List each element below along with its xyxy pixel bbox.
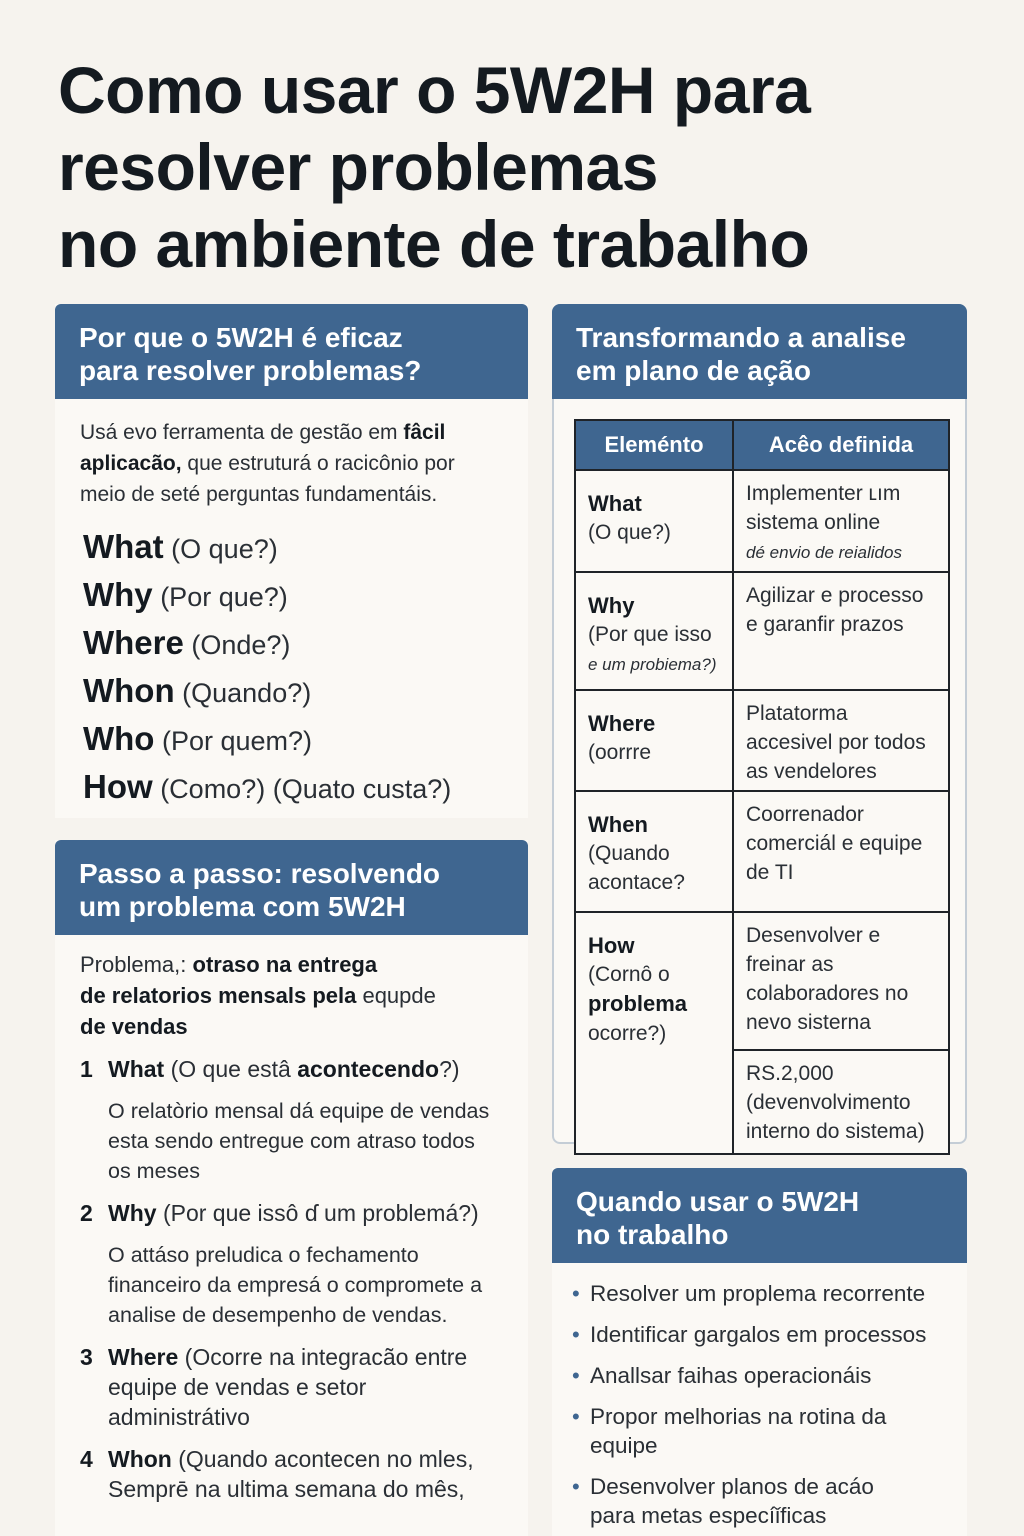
column-header-element: Eleménto	[575, 420, 733, 470]
element-sub-end: ocorre?)	[588, 1022, 667, 1045]
intro-text-end: que estruturá o racicônio por meio de seté perguntas fundamentáis.	[80, 452, 455, 506]
table-row	[575, 912, 949, 1050]
step-q-text: (Quando acontecen no mles, Semprē na ultima semana do mês,	[108, 1446, 474, 1502]
why-heading-line-1: Por que o 5W2H é eficaz	[79, 322, 403, 353]
step-number: 2	[80, 1200, 93, 1226]
step-q-text: (O que estâ	[164, 1056, 298, 1082]
step-term: Whon	[108, 1446, 172, 1472]
w-term: How	[83, 768, 153, 805]
step-term: Why	[108, 1200, 157, 1226]
step-q-bold: acontecendo	[297, 1056, 440, 1082]
action-small: dé envio de reialidos	[746, 543, 902, 562]
w-desc: (Como?) (Quato custa?)	[160, 774, 452, 804]
step-description: O relatòrio mensal dá equipe de vendas esta sendo entregue com atraso todos os meses	[108, 1099, 490, 1183]
element-term: Where	[588, 711, 656, 736]
element-sub: (oorrre	[588, 741, 652, 764]
action-text: Implementer ʟım sistema online	[746, 482, 901, 534]
when-card-heading	[552, 1168, 967, 1263]
w-desc: (Quando?)	[182, 678, 312, 708]
why-intro	[55, 399, 528, 510]
step-question	[108, 1342, 503, 1432]
element-term: Why	[588, 593, 635, 618]
w-term: Who	[83, 720, 155, 757]
problem-mid: equpde	[356, 983, 436, 1008]
w-item	[83, 668, 500, 716]
steps-heading-line-2: um problema com 5W2H	[79, 891, 406, 922]
plan-heading-line-2: em plano de ação	[576, 355, 811, 386]
table-row	[575, 572, 949, 690]
plan-heading-line-1: Transformando a analise	[576, 322, 906, 353]
action-cell: Agilizar e processo e garanfir prazos	[733, 572, 949, 690]
problem-bold-2: de relatorios mensals pela	[80, 983, 357, 1008]
action-cell: Platatorma accesivel por todos as vendelores	[733, 690, 949, 791]
step-item	[80, 1444, 503, 1504]
element-cell	[575, 690, 733, 791]
why-heading-line-2: para resolver problemas?	[79, 355, 422, 386]
step-question	[108, 1444, 503, 1504]
when-list	[552, 1279, 967, 1530]
element-cell	[575, 791, 733, 912]
w-item	[83, 524, 500, 572]
w-term: Why	[83, 576, 153, 613]
w-desc: (O que?)	[171, 534, 278, 564]
intro-bold-2: aplicacão,	[80, 452, 182, 475]
w-desc: (Por que?)	[160, 582, 288, 612]
element-sub: (O que?)	[588, 521, 671, 544]
problem-label: Problema,:	[80, 952, 193, 977]
element-sub-small: e um probiema?)	[588, 655, 717, 674]
when-heading-line-2: no trabalho	[576, 1219, 729, 1250]
title-line-3: no ambiente de trabalho	[58, 207, 810, 281]
w-item	[83, 716, 500, 764]
element-sub: (Cornȏ o	[588, 963, 670, 986]
element-cell	[575, 572, 733, 690]
title-line-2: resolver problemas	[58, 130, 658, 204]
intro-bold-1: fâcil	[403, 421, 446, 444]
step-term: Where	[108, 1344, 179, 1370]
element-cell	[575, 912, 733, 1154]
step-q-text: (Ocorre na integracão entre equipe de vendas e setor administrátivo	[108, 1344, 468, 1430]
when-card	[552, 1168, 967, 1536]
element-term: How	[588, 933, 635, 958]
step-q-text: (Por que issô ɗ um problemá?)	[156, 1200, 479, 1226]
intro-text: Usá evo ferramenta de gestão em	[80, 421, 404, 444]
step-description: O attáso preludica o fechamento financeiro da empresá o comprometе a analise de desempenho de vendas.	[108, 1243, 483, 1327]
table-row	[575, 470, 949, 572]
table-row	[575, 690, 949, 791]
step-item	[80, 1054, 503, 1186]
when-heading-line-1: Quando usar o 5W2H	[576, 1186, 860, 1217]
title-line-1: Como usar o 5W2H para	[58, 53, 811, 127]
w-item	[83, 620, 500, 668]
list-item: • Identificar gargalos em processos	[572, 1320, 947, 1349]
step-question	[108, 1198, 503, 1228]
w-term: Where	[83, 624, 184, 661]
why-card-heading	[55, 304, 528, 399]
table-row	[575, 791, 949, 912]
element-sub: (Por que isso	[588, 623, 712, 646]
action-cell	[733, 470, 949, 572]
step-q-end: ?)	[439, 1056, 460, 1082]
list-item: • Resolver um proplema recorrente	[572, 1279, 947, 1308]
list-item: • Propor melhorias na rotina da equipe	[572, 1402, 930, 1460]
problem-bold-1: otraso na entrega	[192, 952, 378, 977]
w-desc: (Onde?)	[191, 630, 291, 660]
w-item	[83, 764, 500, 812]
problem-bold-3: de vendas	[80, 1014, 188, 1039]
step-item	[80, 1198, 503, 1330]
w-question-list	[55, 524, 528, 812]
step-term: What	[108, 1056, 165, 1082]
why-card	[55, 304, 528, 818]
steps-card	[55, 840, 528, 1536]
page-title	[58, 52, 998, 283]
step-number: 4	[80, 1446, 93, 1472]
step-number: 3	[80, 1344, 93, 1370]
w-desc: (Por quem?)	[161, 726, 313, 756]
action-cell: Desenvolver e freinar as colaboradores no nevo sisterna	[733, 912, 949, 1050]
element-term: When	[588, 812, 648, 837]
step-question	[108, 1054, 503, 1084]
element-cell	[575, 470, 733, 572]
w-term: What	[83, 528, 164, 565]
action-cell: Coorrenador comerciál e equipe de TI	[733, 791, 949, 912]
problem-statement	[55, 935, 528, 1042]
steps-card-heading	[55, 840, 528, 935]
action-plan-table	[574, 419, 950, 1155]
plan-card	[552, 304, 967, 1144]
list-item: • Anallsar faihas operacionáis	[572, 1361, 947, 1390]
element-sub: (Quando acontace?	[588, 842, 685, 894]
column-header-action: Acêo definida	[733, 420, 949, 470]
element-sub-bold: problema	[588, 991, 688, 1016]
w-item	[83, 572, 500, 620]
steps-list	[55, 1054, 528, 1504]
step-number: 1	[80, 1056, 93, 1082]
w-term: Whon	[83, 672, 175, 709]
step-item	[80, 1342, 503, 1432]
plan-card-heading	[552, 304, 967, 399]
steps-heading-line-1: Passo a passo: resolvendo	[79, 858, 441, 889]
list-item: • Desenvolver planos de acáo para metas especíǐficas	[572, 1472, 910, 1530]
element-term: What	[588, 491, 642, 516]
cost-cell: RS.2,000 (devenvolvimento interno do sistema)	[733, 1050, 949, 1154]
